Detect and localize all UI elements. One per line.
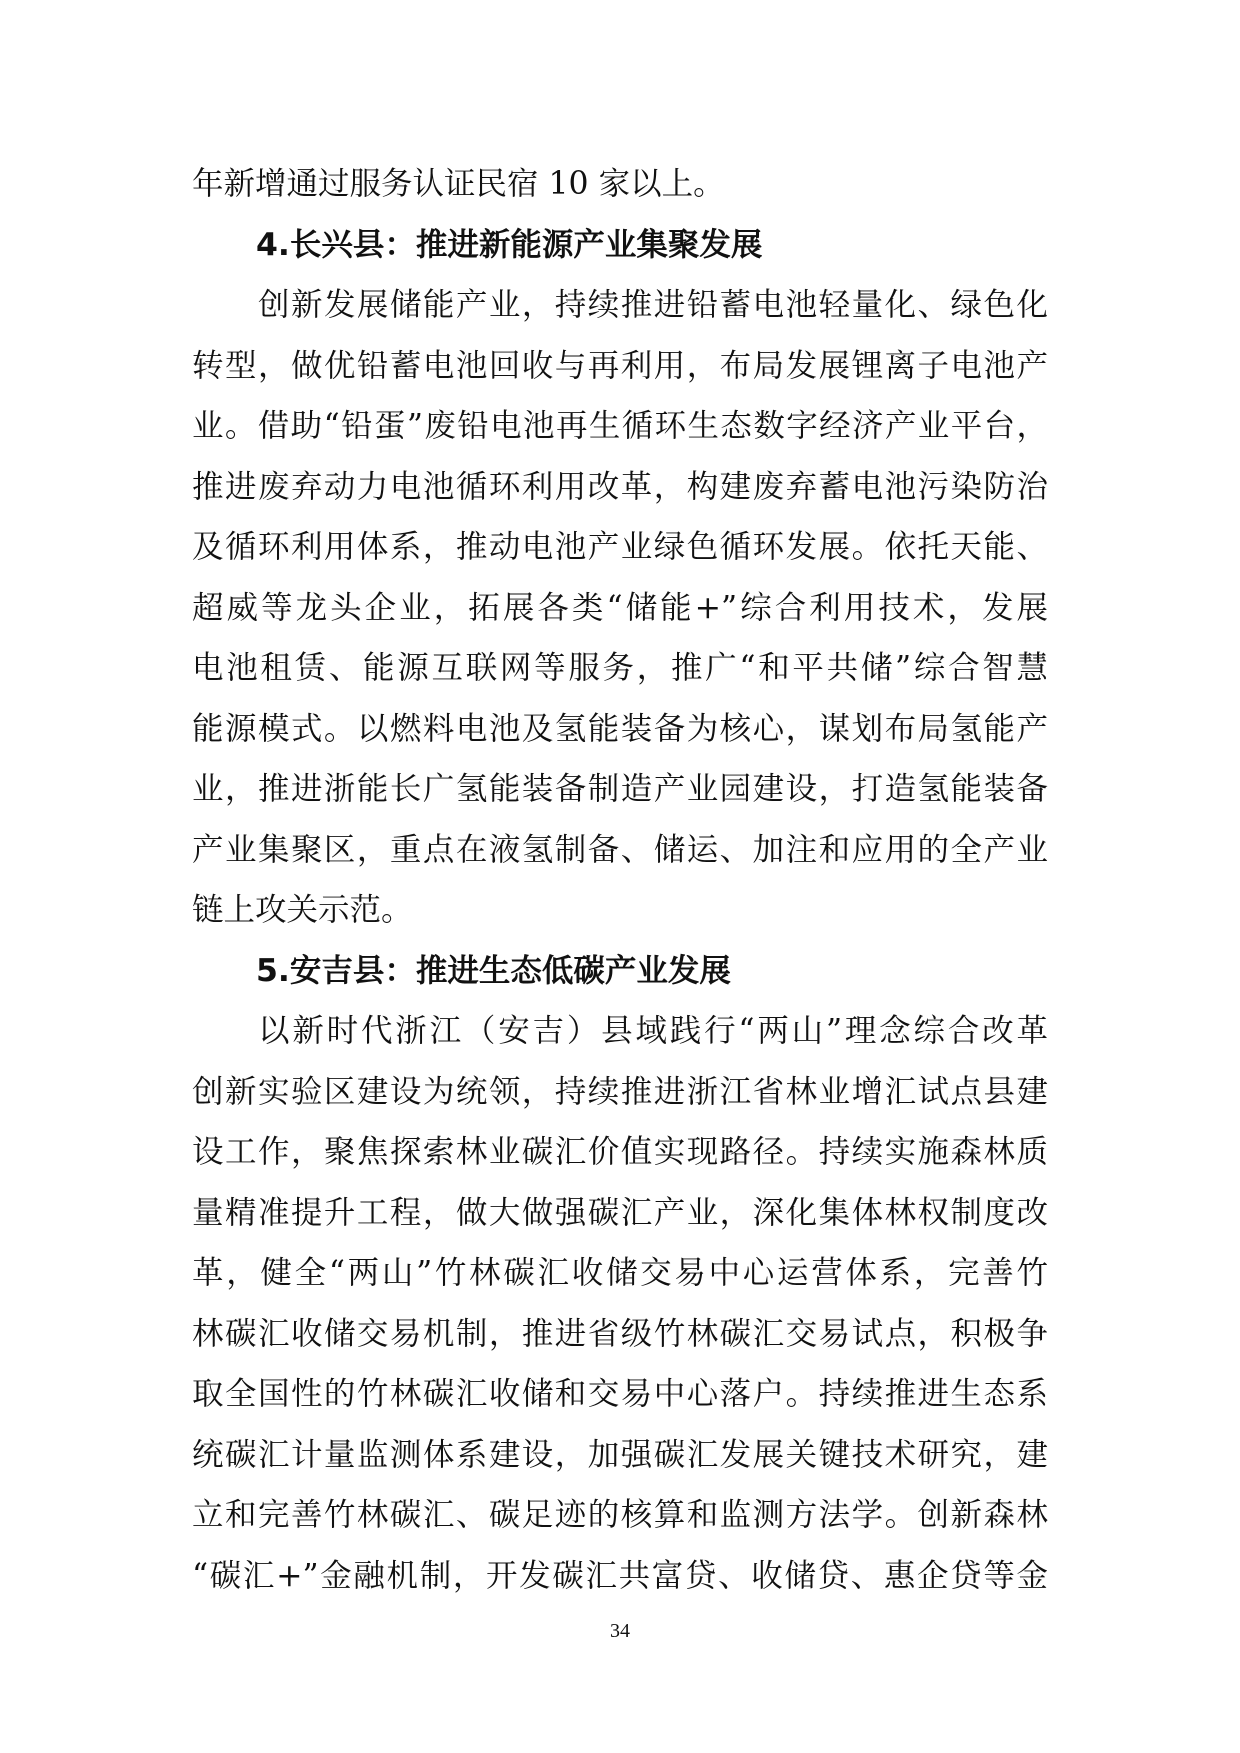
paragraph-line: 立和完善竹林碳汇、碳足迹的核算和监测方法学。创新森林	[192, 1497, 1048, 1533]
paragraph-line: 革，健全“两山”竹林碳汇收储交易中心运营体系，完善竹	[192, 1255, 1048, 1291]
paragraph-line: 链上攻关示范。	[192, 892, 413, 928]
paragraph-line: 统碳汇计量监测体系建设，加强碳汇发展关键技术研究，建	[192, 1436, 1048, 1473]
paragraph-line: 以新时代浙江（安吉）县域践行“两山”理念综合改革	[258, 1013, 1048, 1049]
paragraph-line: 业。借助“铅蛋”废铅电池再生循环生态数字经济产业平台，	[192, 408, 1048, 444]
paragraph-line: 产业集聚区，重点在液氢制备、储运、加注和应用的全产业	[192, 831, 1048, 868]
paragraph-line: 超威等龙头企业，拓展各类“储能+”综合利用技术，发展	[192, 589, 1048, 626]
paragraph-line: 创新发展储能产业，持续推进铅蓄电池轻量化、绿色化	[258, 287, 1048, 323]
paragraph-line: 推进废弃动力电池循环利用改革，构建废弃蓄电池污染防治	[192, 468, 1048, 505]
paragraph-line: 转型，做优铅蓄电池回收与再利用，布局发展锂离子电池产	[192, 347, 1048, 384]
paragraph-line: 能源模式。以燃料电池及氢能装备为核心，谋划布局氢能产	[192, 710, 1048, 747]
paragraph-line: 及循环利用体系，推动电池产业绿色循环发展。依托天能、	[192, 529, 1048, 565]
paragraph-line: 创新实验区建设为统领，持续推进浙江省林业增汇试点县建	[192, 1073, 1048, 1110]
paragraph-line: 设工作，聚焦探索林业碳汇价值实现路径。持续实施森林质	[192, 1134, 1048, 1170]
page-number: 34	[610, 1620, 630, 1642]
section-heading: 5.安吉县：推进生态低碳产业发展	[256, 952, 731, 989]
paragraph-line: 业，推进浙能长广氢能装备制造产业园建设，打造氢能装备	[192, 771, 1048, 807]
paragraph-line: 林碳汇收储交易机制，推进省级竹林碳汇交易试点，积极争	[192, 1315, 1048, 1352]
body-text	[192, 154, 1048, 1606]
paragraph-line: “碳汇+”金融机制，开发碳汇共富贷、收储贷、惠企贷等金	[192, 1557, 1048, 1594]
paragraph-line: 量精准提升工程，做大做强碳汇产业，深化集体林权制度改	[192, 1194, 1048, 1231]
paragraph-line: 电池租赁、能源互联网等服务，推广“和平共储”综合智慧	[192, 650, 1048, 686]
paragraph-line: 取全国性的竹林碳汇收储和交易中心落户。持续推进生态系	[192, 1376, 1048, 1412]
paragraph-line: 年新增通过服务认证民宿 10 家以上。	[192, 166, 725, 202]
section-heading: 4.长兴县：推进新能源产业集聚发展	[256, 226, 763, 263]
